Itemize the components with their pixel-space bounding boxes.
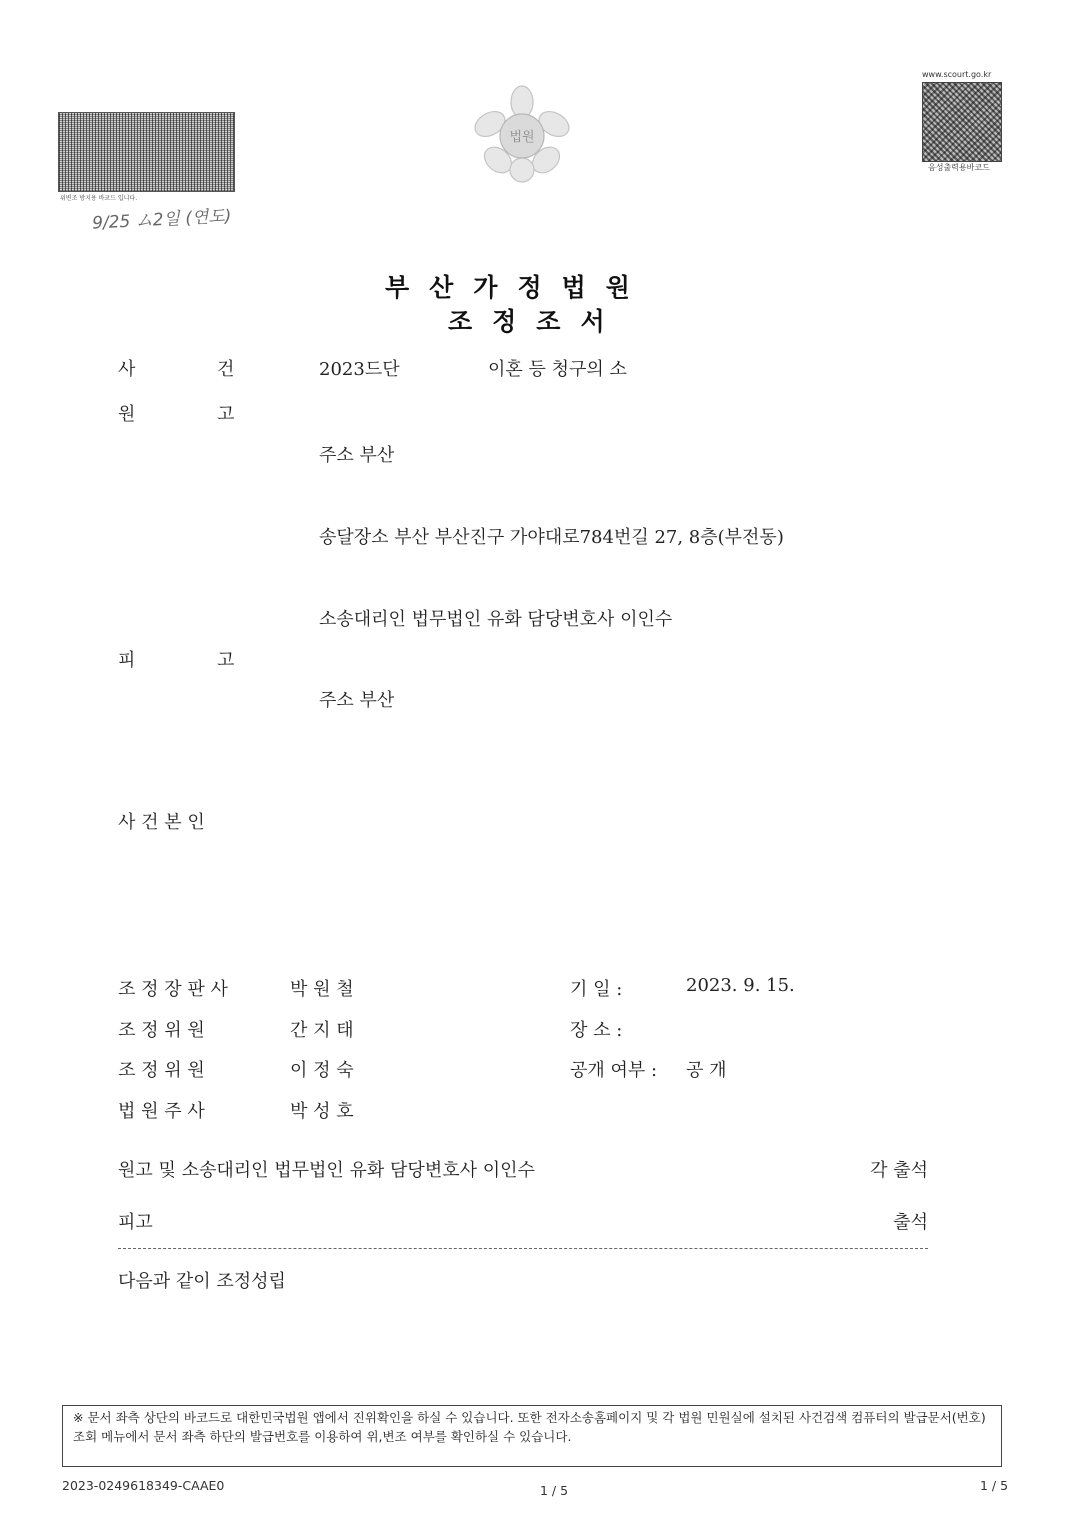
date-label: 기 일 : xyxy=(570,979,623,1000)
attendance-status: 출석 xyxy=(893,1212,928,1233)
defendant-label-2: 고 xyxy=(217,650,235,671)
plaintiff-label-1: 원 xyxy=(118,404,136,425)
page-number-center: 1 / 5 xyxy=(540,1483,569,1498)
official-name: 이 정 숙 xyxy=(290,1060,354,1081)
court-name-title: 부산가정법원 xyxy=(385,273,650,302)
seal-text: 법원 xyxy=(509,130,535,145)
official-name: 박 원 철 xyxy=(290,979,354,1000)
attendance-party: 원고 및 소송대리인 법무법인 유화 담당변호사 이인수 xyxy=(118,1160,535,1181)
handwritten-note: 9/25 ム2일 (연도) xyxy=(91,206,232,234)
case-label-1: 사 xyxy=(118,359,136,380)
barcode-caption: 위변조 방지용 바코드 입니다. xyxy=(60,195,138,202)
plaintiff-address: 주소 부산 xyxy=(319,445,395,466)
official-role: 법 원 주 사 xyxy=(118,1101,205,1122)
page-number-right: 1 / 5 xyxy=(980,1478,1009,1493)
plaintiff-agent: 소송대리인 법무법인 유화 담당변호사 이인수 xyxy=(319,609,673,630)
defendant-label-1: 피 xyxy=(118,650,136,671)
mediation-result: 다음과 같이 조정성립 xyxy=(118,1271,286,1292)
case-label-2: 건 xyxy=(217,359,235,380)
attendance-party: 피고 xyxy=(118,1212,153,1233)
case-principal-label: 사 건 본 인 xyxy=(118,812,205,833)
case-name: 이혼 등 청구의 소 xyxy=(488,359,627,380)
plaintiff-label-2: 고 xyxy=(217,404,235,425)
attendance-status: 각 출석 xyxy=(870,1160,928,1181)
defendant-address: 주소 부산 xyxy=(319,690,395,711)
site-url: www.scourt.go.kr xyxy=(922,70,992,79)
official-role: 조 정 위 원 xyxy=(118,1060,205,1081)
public-label: 공개 여부 : xyxy=(570,1060,658,1081)
qr-caption: 음성출력용바코드 xyxy=(928,163,990,172)
dashed-divider xyxy=(118,1248,928,1249)
voice-output-qr-code xyxy=(922,82,1002,162)
court-seal-emblem xyxy=(470,84,574,184)
security-barcode xyxy=(58,112,235,192)
issue-number: 2023-0249618349-CAAE0 xyxy=(62,1478,225,1493)
official-role: 조 정 장 판 사 xyxy=(118,979,228,1000)
document-title: 조정조서 xyxy=(448,307,625,336)
verification-notice: ※ 문서 좌측 상단의 바코드로 대한민국법원 앱에서 진위확인을 하실 수 있습니다. 또한 전자소송홈페이지 및 각 법원 민원실에 설치된 사건검색 컴퓨터의 발급문서(번호)조회 메뉴에서 문서 좌측 하단의 발급번호를 이용하여 위,변조 여부를 확인하실 수 있습니다. xyxy=(62,1405,1002,1467)
official-name: 간 지 태 xyxy=(290,1020,354,1041)
official-name: 박 성 호 xyxy=(290,1101,354,1122)
official-role: 조 정 위 원 xyxy=(118,1020,205,1041)
date-value: 2023. 9. 15. xyxy=(686,975,795,996)
place-label: 장 소 : xyxy=(570,1020,623,1041)
case-number: 2023드단 xyxy=(319,359,400,380)
public-value: 공 개 xyxy=(686,1060,727,1081)
plaintiff-service-address: 송달장소 부산 부산진구 가야대로784번길 27, 8층(부전동) xyxy=(319,527,784,548)
